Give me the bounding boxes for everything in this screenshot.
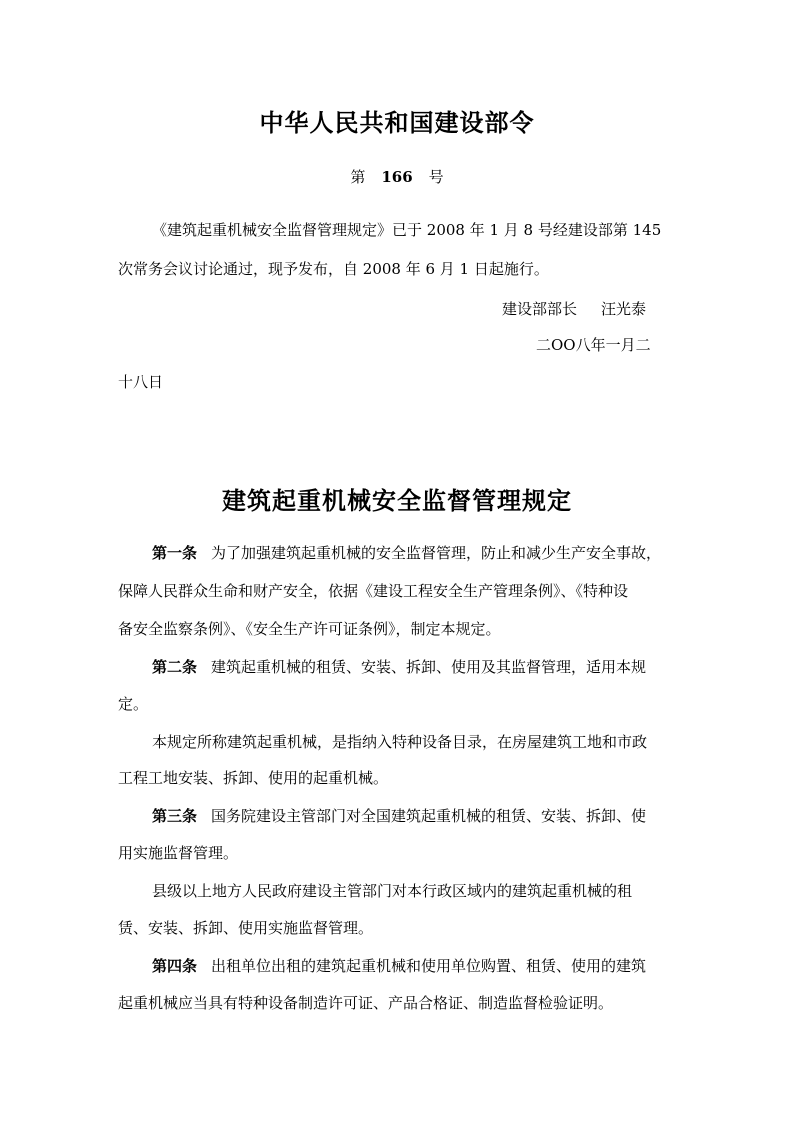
article-3-text: 国务院建设主管部门对全国建筑起重机械的租赁、安装、拆卸、使 [211,807,647,825]
article-2-para2-line: 工程工地安装、拆卸、使用的起重机械。 [118,769,389,787]
article-4-text: 出租单位出租的建筑起重机械和使用单位购置、租赁、使用的建筑 [211,957,647,975]
article-1-head: 第一条 [152,544,198,562]
article-4-head: 第四条 [152,957,198,975]
order-number [0,166,794,187]
article-1-text: 为了加强建筑起重机械的安全监督管理，防止和减少生产安全事故， [211,544,662,562]
article-4-line [152,956,646,976]
order-number-suffix: 号 [428,168,444,186]
date-line-2: 十八日 [118,373,164,391]
article-2-line: 定。 [118,695,149,713]
date-line-1: 二OO八年一月二 [536,336,651,354]
article-3-head: 第三条 [152,807,198,825]
order-text-line: 《建筑起重机械安全监督管理规定》已于 2008 年 1 月 8 号经建设部第 145 [152,221,662,239]
signer-name: 汪光泰 [601,300,647,318]
article-2-line [152,657,646,677]
regulation-title: 建筑起重机械安全监督管理规定 [222,487,572,515]
article-1-line: 备安全监察条例》、《安全生产许可证条例》，制定本规定。 [118,620,501,638]
order-text-line: 次常务会议讨论通过，现予发布，自 2008 年 6 月 1 日起施行。 [118,260,549,278]
article-4-line: 起重机械应当具有特种设备制造许可证、产品合格证、制造监督检验证明。 [118,994,614,1012]
order-title: 中华人民共和国建设部令 [259,109,535,137]
order-number-value: 166 [381,168,413,186]
article-1-line [152,543,661,563]
order-number-prefix: 第 [350,168,366,186]
signer-title: 建设部部长 [502,300,578,318]
article-2-text: 建筑起重机械的租赁、安装、拆卸、使用及其监督管理，适用本规 [211,658,647,676]
article-2-para2-line: 本规定所称建筑起重机械，是指纳入特种设备目录，在房屋建筑工地和市政 [152,733,648,751]
article-3-line: 用实施监督管理。 [118,844,239,862]
article-3-line [152,806,646,826]
signature-block [502,298,646,319]
article-3-para2-line: 赁、安装、拆卸、使用实施监督管理。 [118,919,374,937]
article-2-head: 第二条 [152,658,198,676]
article-1-line: 保障人民群众生命和财产安全，依据《建设工程安全生产管理条例》、《特种设 [118,582,629,600]
article-3-para2-line: 县级以上地方人民政府建设主管部门对本行政区域内的建筑起重机械的租 [152,882,633,900]
